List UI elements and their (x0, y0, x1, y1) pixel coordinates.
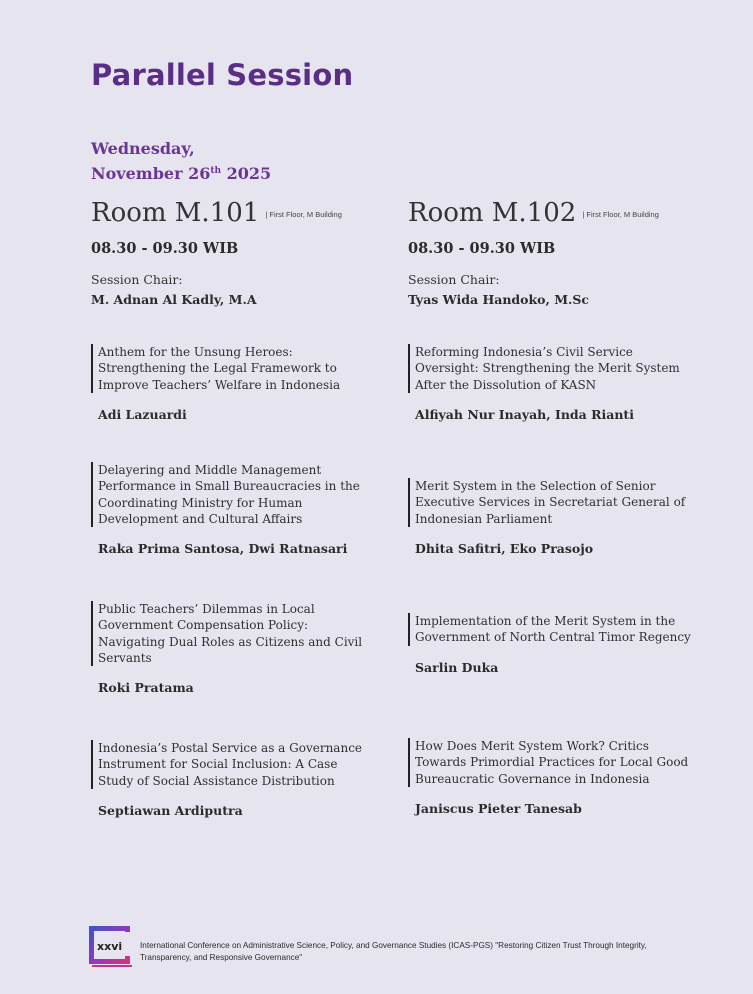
room-heading (408, 198, 708, 232)
room-name: Room M.101 (91, 198, 260, 228)
footer-conference-text: International Conference on Administrative Science, Policy, and Governance Studies (ICAS-PGS) "Restoring Citizen Trust Through Integrity, Transparency, and Responsive Governance" (140, 941, 647, 962)
paper-authors: Sarlin Duka (415, 659, 499, 675)
room-column-m102 (408, 198, 708, 816)
page-title: Parallel Session (91, 58, 354, 92)
session-chair-name: M. Adnan Al Kadly, M.A (91, 292, 257, 307)
session-chair-name: Tyas Wida Handoko, M.Sc (408, 292, 590, 307)
paper-authors: Dhita Safitri, Eko Prasojo (415, 540, 594, 556)
paper-authors: Roki Pratama (98, 680, 194, 696)
paper-item (91, 740, 376, 818)
session-date (91, 138, 271, 185)
paper-title: Delayering and Middle Management Performance in Small Bureaucracies in the Coordinating Ministry for Human Development and Cultural Affairs (98, 463, 360, 526)
paper-title: Reforming Indonesia’s Civil Service Oversight: Strengthening the Merit System After the Dissolution of KASN (415, 345, 680, 392)
room-name: Room M.102 (408, 198, 577, 228)
room-heading (91, 198, 391, 232)
paper-item (408, 478, 693, 556)
room-column-m101 (91, 198, 391, 818)
paper-title: Implementation of the Merit System in the Government of North Central Timor Regency (415, 614, 691, 645)
paper-item (91, 601, 376, 695)
paper-authors: Janiscus Pieter Tanesab (415, 800, 582, 816)
paper-authors: Alfiyah Nur Inayah, Inda Rianti (415, 406, 634, 422)
paper-title: Merit System in the Selection of Senior Executive Services in Secretariat General of Indonesian Parliament (415, 479, 686, 526)
paper-title: Indonesia’s Postal Service as a Governance Instrument for Social Inclusion: A Case Study of Social Assistance Distribution (98, 741, 363, 788)
svg-text:xxvi: xxvi (97, 940, 123, 953)
paper-item (91, 344, 376, 422)
paper-title: Anthem for the Unsung Heroes: Strengthening the Legal Framework to Improve Teachers’ Welfare in Indonesia (98, 345, 341, 392)
paper-item (91, 462, 376, 556)
conference-logo (86, 922, 134, 968)
paper-title: Public Teachers’ Dilemmas in Local Government Compensation Policy: Navigating Dual Roles as Citizens and Civil Servants (98, 602, 363, 665)
paper-authors: Septiawan Ardiputra (98, 802, 243, 818)
session-time: 08.30 - 09.30 WIB (91, 240, 239, 257)
session-time: 08.30 - 09.30 WIB (408, 240, 556, 257)
session-chair-label: Session Chair: (91, 272, 183, 287)
room-location: | First Floor, M Building (582, 210, 659, 219)
paper-item (408, 344, 693, 422)
date-weekday: Wednesday, (91, 139, 195, 158)
paper-item (408, 613, 693, 675)
session-chair-label: Session Chair: (408, 272, 500, 287)
paper-authors: Raka Prima Santosa, Dwi Ratnasari (98, 541, 348, 557)
room-location: | First Floor, M Building (265, 210, 342, 219)
paper-authors: Adi Lazuardi (98, 406, 187, 422)
paper-title: How Does Merit System Work? Critics Towards Primordial Practices for Local Good Bureaucratic Governance in Indonesia (415, 739, 689, 786)
date-full: November 26th 2025 (91, 164, 272, 183)
paper-item (408, 738, 693, 816)
